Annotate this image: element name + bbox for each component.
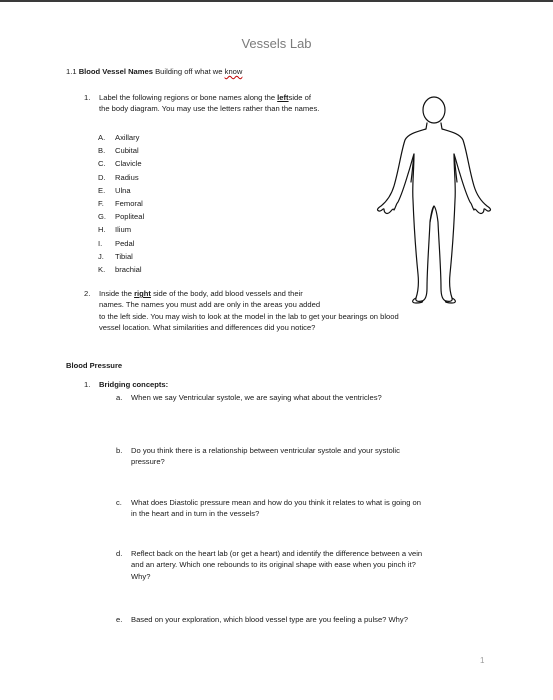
- sub-question-letter: a.: [116, 393, 123, 402]
- list-item-name: Femoral: [115, 198, 143, 208]
- q2-number: 2.: [84, 289, 91, 298]
- q2-text: [99, 288, 399, 334]
- list-item-name: Pedal: [115, 238, 135, 248]
- body-inner-legs: [430, 206, 434, 222]
- list-item: [98, 144, 144, 157]
- page-title: Vessels Lab: [241, 36, 312, 51]
- list-item: [98, 250, 144, 263]
- sub-question-b: [131, 445, 400, 468]
- section-heading-last-word: know: [224, 67, 243, 76]
- sub-question-letter: b.: [116, 446, 123, 455]
- body-left-foot: [413, 298, 423, 303]
- section-heading-blood-pressure: Blood Pressure: [66, 361, 123, 370]
- q1-line1-pre: Label the following regions or bone names along the: [99, 93, 276, 102]
- list-item-name: brachial: [115, 264, 142, 274]
- list-item-letter: H.: [98, 225, 106, 235]
- sub-question-line: and an artery. Which one rebounds to its original shape with ease when you pinch it?: [131, 560, 416, 570]
- bridging-number: 1.: [84, 380, 91, 389]
- list-item-name: Axillary: [115, 133, 140, 142]
- q2-line-1: [99, 288, 399, 299]
- list-item-letter: G.: [98, 212, 107, 222]
- regions-list: [98, 131, 144, 276]
- list-item-letter: A.: [98, 133, 106, 142]
- sub-question-letter: c.: [116, 498, 122, 507]
- list-item: [98, 184, 144, 197]
- q2-line-4: vessel location. What similarities and differences did you notice?: [99, 323, 316, 333]
- list-item-letter: F.: [98, 198, 104, 208]
- list-item-name: Cubital: [115, 146, 139, 156]
- sub-question-d: [131, 548, 422, 582]
- sub-question-line: Do you think there is a relationship between ventricular systole and your systolic: [131, 446, 400, 455]
- list-item-letter: E.: [98, 185, 106, 195]
- list-item-name: Popliteal: [115, 212, 145, 222]
- sub-question-e: [131, 614, 408, 625]
- list-item-name: Ilium: [115, 225, 132, 235]
- list-item: [98, 171, 144, 184]
- sub-question-line: pressure?: [131, 457, 165, 467]
- body-silhouette: [378, 123, 491, 301]
- sub-question-line: in the heart and in turn in the vessels?: [131, 509, 260, 519]
- q2-line-2: names. The names you must add are only in the areas you added: [99, 300, 321, 310]
- q1-text: [99, 92, 319, 115]
- list-item-name: Radius: [115, 172, 139, 182]
- q1-number: 1.: [84, 93, 91, 102]
- sub-question-c: [131, 497, 421, 520]
- sub-question-line: Based on your exploration, which blood vessel type are you feeling a pulse? Why?: [131, 615, 408, 624]
- sub-question-a: [131, 392, 382, 403]
- section-heading-rest: Building off what we: [155, 67, 223, 76]
- sub-question-line: Reflect back on the heart lab (or get a heart) and identify the difference between a vein: [131, 549, 423, 558]
- list-item-letter: B.: [98, 146, 106, 156]
- list-item-letter: K.: [98, 264, 106, 274]
- body-head: [423, 97, 445, 123]
- q2-line1-pre: Inside the: [99, 289, 132, 298]
- section-heading-text: Blood Vessel Names: [78, 67, 153, 76]
- q1-line-2: the body diagram. You may use the letters rather than the names.: [99, 104, 320, 114]
- list-item-name: Ulna: [115, 185, 131, 195]
- body-right-foot: [445, 298, 455, 303]
- q2-line1-post: side of the body, add blood vessels and their: [153, 289, 303, 298]
- list-item-name: Clavicle: [115, 159, 142, 169]
- list-item-letter: J.: [98, 251, 104, 261]
- list-item-letter: D.: [98, 172, 106, 182]
- list-item: [98, 197, 144, 210]
- sub-question-line: Why?: [131, 571, 151, 581]
- page-number: 1: [480, 656, 485, 665]
- sub-question-letter: d.: [116, 549, 123, 558]
- section-heading-blood-vessel-names: [66, 67, 242, 76]
- sub-question-line: When we say Ventricular systole, we are saying what about the ventricles?: [131, 393, 382, 402]
- list-item-letter: I.: [98, 238, 103, 248]
- q1-emphasis-left: left: [277, 93, 289, 102]
- sub-question-letter: e.: [116, 615, 123, 624]
- page-top-border: [0, 0, 553, 2]
- list-item-letter: C.: [98, 159, 106, 169]
- q1-line1-post: side of: [288, 93, 311, 102]
- list-item: [98, 263, 144, 276]
- body-outline-diagram: [372, 94, 496, 306]
- q2-line-3: to the left side. You may wish to look at the model in the lab to get your bearings on blood: [99, 311, 399, 321]
- list-item: [98, 131, 144, 144]
- bridging-heading: Bridging concepts:: [99, 380, 169, 389]
- list-item: [98, 223, 144, 236]
- list-item: [98, 237, 144, 250]
- q1-line-1: [99, 92, 319, 103]
- list-item-name: Tibial: [115, 251, 133, 261]
- q2-emphasis-right: right: [134, 289, 151, 298]
- section-number: 1.1: [66, 67, 77, 76]
- list-item: [98, 210, 144, 223]
- sub-question-line: What does Diastolic pressure mean and how do you think it relates to what is going on: [131, 498, 421, 507]
- list-item: [98, 157, 144, 170]
